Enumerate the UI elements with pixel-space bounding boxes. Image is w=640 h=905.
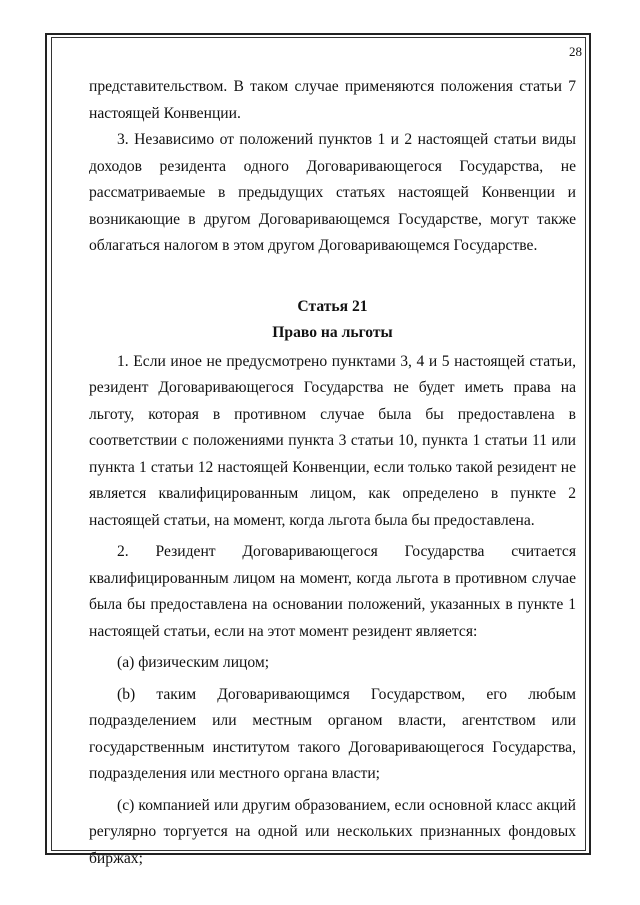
list-item: (a) физическим лицом; — [117, 654, 270, 671]
article-title: Право на льготы — [272, 324, 393, 341]
article-paragraph-1: 1. Если иное не предусмотрено пунктами 3, 4 и 5 настоящей статьи, резидент Договаривающегося Государства не будет иметь права на льготу, которая в противном случае была бы предоставлена в соответствии с положениями пункта 3 статьи 10, пункта 1 статьи 11 или пункта 1 статьи 12 настоящей Конвенции, если только такой резидент не является квалифицированным лицом, как определено в пункте 2 настоящей статьи, на момент, когда льгота была бы предоставлена. — [89, 352, 576, 529]
paragraph-3: 3. Независимо от положений пунктов 1 и 2 настоящей статьи виды доходов резидента одного Договаривающегося Государства, не рассматриваемые в предыдущих статьях настоящей Конвенции и возникающие в другом Договаривающемся Государстве, могут также облагаться налогом в этом другом Договаривающемся Государстве. — [89, 131, 576, 254]
list-item: (b) таким Договаривающимся Государством, его любым подразделением или местным органом власти, агентством или государственным институтом такого Договаривающегося Государства, подразделения или местного органа власти; — [89, 685, 576, 782]
spacer — [89, 260, 576, 294]
page-number: 28 — [569, 44, 582, 59]
document-body — [89, 74, 576, 872]
paragraph-continuation: представительством. В таком случае применяются положения статьи 7 настоящей Конвенции. — [89, 78, 576, 122]
article-paragraph-2: 2. Резидент Договаривающегося Государства считается квалифицированным лицом на момент, когда льгота в противном случае была бы предоставлена на основании положений, указанных в пункте 1 настоящей статьи, если на этот момент резидент является: — [89, 543, 576, 640]
list-item: (c) компанией или другим образованием, если основной класс акций регулярно торгуется на одной или нескольких признанных фондовых биржах; — [89, 796, 576, 867]
article-number: Статья 21 — [297, 297, 368, 315]
